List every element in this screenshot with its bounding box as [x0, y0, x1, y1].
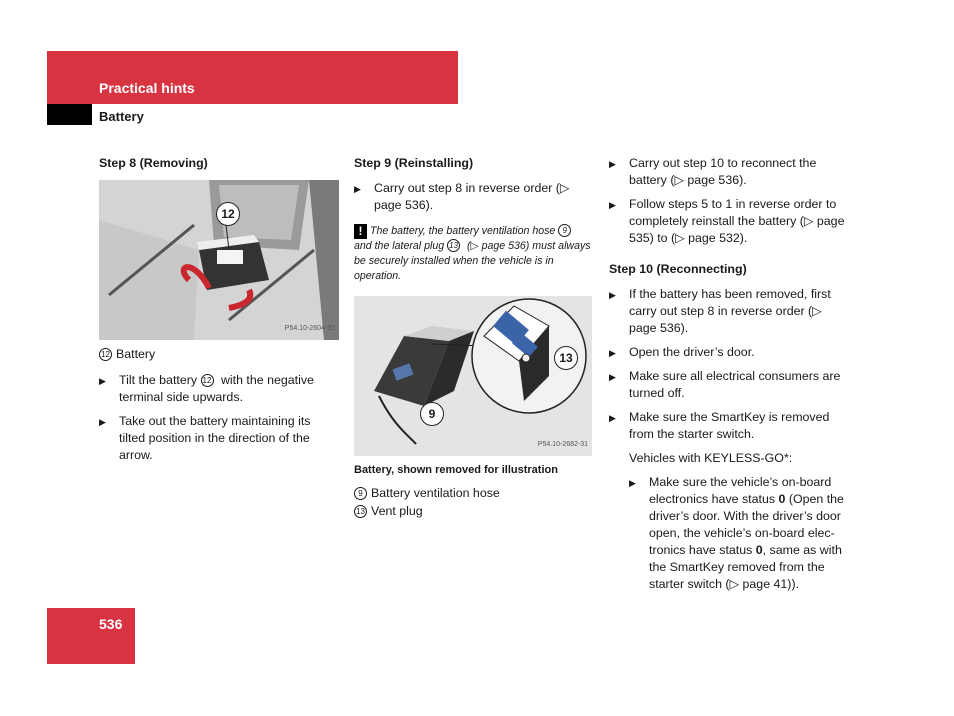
bullet-text: If the battery has been removed, first carry out step 8 in reverse order (▷ page 536). [629, 287, 831, 335]
triangle-bullet-icon: ▶ [609, 200, 616, 210]
figure-caption: Battery, shown removed for illustration [354, 464, 558, 476]
note-text: The battery, the battery ventilation hose [370, 225, 559, 237]
bullet-text: Carry out step 10 to reconnect the battery (▷ page 536). [629, 156, 817, 187]
column-2 [354, 155, 594, 521]
triangle-bullet-icon: ▶ [99, 376, 106, 386]
bullet-tilt-battery [99, 372, 339, 406]
triangle-bullet-icon: ▶ [354, 184, 361, 194]
triangle-bullet-icon: ▶ [609, 290, 616, 300]
bullet-take-out-battery [99, 413, 339, 464]
battery-removed-figure [354, 296, 592, 456]
legend-label: Battery ventilation hose [371, 486, 500, 500]
battery-callout: 12 [216, 202, 240, 226]
triangle-bullet-icon: ▶ [99, 417, 106, 427]
bullet-onboard-status [629, 474, 849, 593]
battery-removal-illustration [99, 180, 339, 340]
bullet-text: Make sure the SmartKey is removed from the starter switch. [629, 410, 830, 441]
bullet-text: Follow steps 5 to 1 in reverse order to completely reinstall the battery (▷ page 535) to (▷ page 532). [629, 197, 845, 245]
bullet-text: with the negative terminal side upwards. [119, 373, 314, 404]
bullet-text: (Open the driver’s door. With the driver’s door open, the vehicle’s on-board elec-tronics have status [649, 492, 844, 557]
triangle-bullet-icon: ▶ [609, 413, 616, 423]
triangle-bullet-icon: ▶ [609, 159, 616, 169]
legend-label: Vent plug [371, 504, 423, 518]
battery-removed-illustration [354, 296, 592, 456]
bullet-reverse-order [354, 180, 594, 214]
legend-number: 12 [99, 348, 112, 361]
bullet-follow-steps [609, 196, 849, 247]
bullet-text: Open the driver’s door. [629, 345, 755, 359]
triangle-bullet-icon: ▶ [629, 478, 636, 488]
bullet-step10 [609, 155, 849, 189]
subsection-title: Battery [99, 109, 144, 124]
triangle-bullet-icon: ▶ [609, 372, 616, 382]
legend-item-vent-plug [354, 503, 594, 520]
figure-code: P54.10-2682-31 [537, 441, 588, 448]
legend-number: 13 [354, 505, 367, 518]
bullet-text: Tilt the battery [119, 373, 201, 387]
warning-note [354, 224, 594, 284]
warning-icon: ! [354, 224, 367, 239]
note-text: (▷ page 536) must always be securely installed when the vehicle is in operation. [354, 240, 591, 282]
inline-number: 12 [201, 374, 214, 387]
battery-removal-figure [99, 180, 339, 340]
bullet-open-door [609, 344, 849, 361]
column-1 [99, 155, 339, 471]
inline-number: 13 [447, 239, 460, 252]
step10-heading: Step 10 (Reconnecting) [609, 262, 747, 276]
bullet-text: , same as with the SmartKey removed from the starter switch (▷ page 41)). [649, 543, 842, 591]
page-number: 536 [99, 616, 123, 632]
triangle-bullet-icon: ▶ [609, 348, 616, 358]
ventilation-hose-callout: 9 [420, 402, 444, 426]
bullet-text: Make sure the vehicle’s on-board electronics have status [649, 475, 832, 506]
bullet-smartkey-removed [609, 409, 849, 443]
legend-item-hose [354, 485, 594, 502]
vent-plug-callout: 13 [554, 346, 578, 370]
step8-heading: Step 8 (Removing) [99, 156, 208, 170]
bullet-text: Make sure all electrical consumers are turned off. [629, 369, 841, 400]
legend-number: 9 [354, 487, 367, 500]
bullet-battery-removed [609, 286, 849, 337]
status-value: 0 [755, 543, 763, 557]
bullet-text: Take out the battery maintaining its tilted position in the direction of the arrow. [119, 414, 311, 462]
keyless-go-label: Vehicles with KEYLESS-GO*: [629, 451, 793, 465]
section-title: Practical hints [99, 80, 195, 96]
header-tab-marker [47, 104, 92, 125]
figure-code: P54.10-2604-31 [284, 325, 335, 332]
legend-item-battery [99, 346, 339, 363]
inline-number: 9 [558, 224, 571, 237]
note-text: and the lateral plug [354, 240, 448, 252]
status-value: 0 [778, 492, 786, 506]
column-3 [609, 155, 849, 600]
bullet-consumers-off [609, 368, 849, 402]
bullet-text: Carry out step 8 in reverse order (▷ page 536). [374, 181, 570, 212]
legend-label: Battery [116, 347, 156, 361]
step9-heading: Step 9 (Reinstalling) [354, 156, 474, 170]
